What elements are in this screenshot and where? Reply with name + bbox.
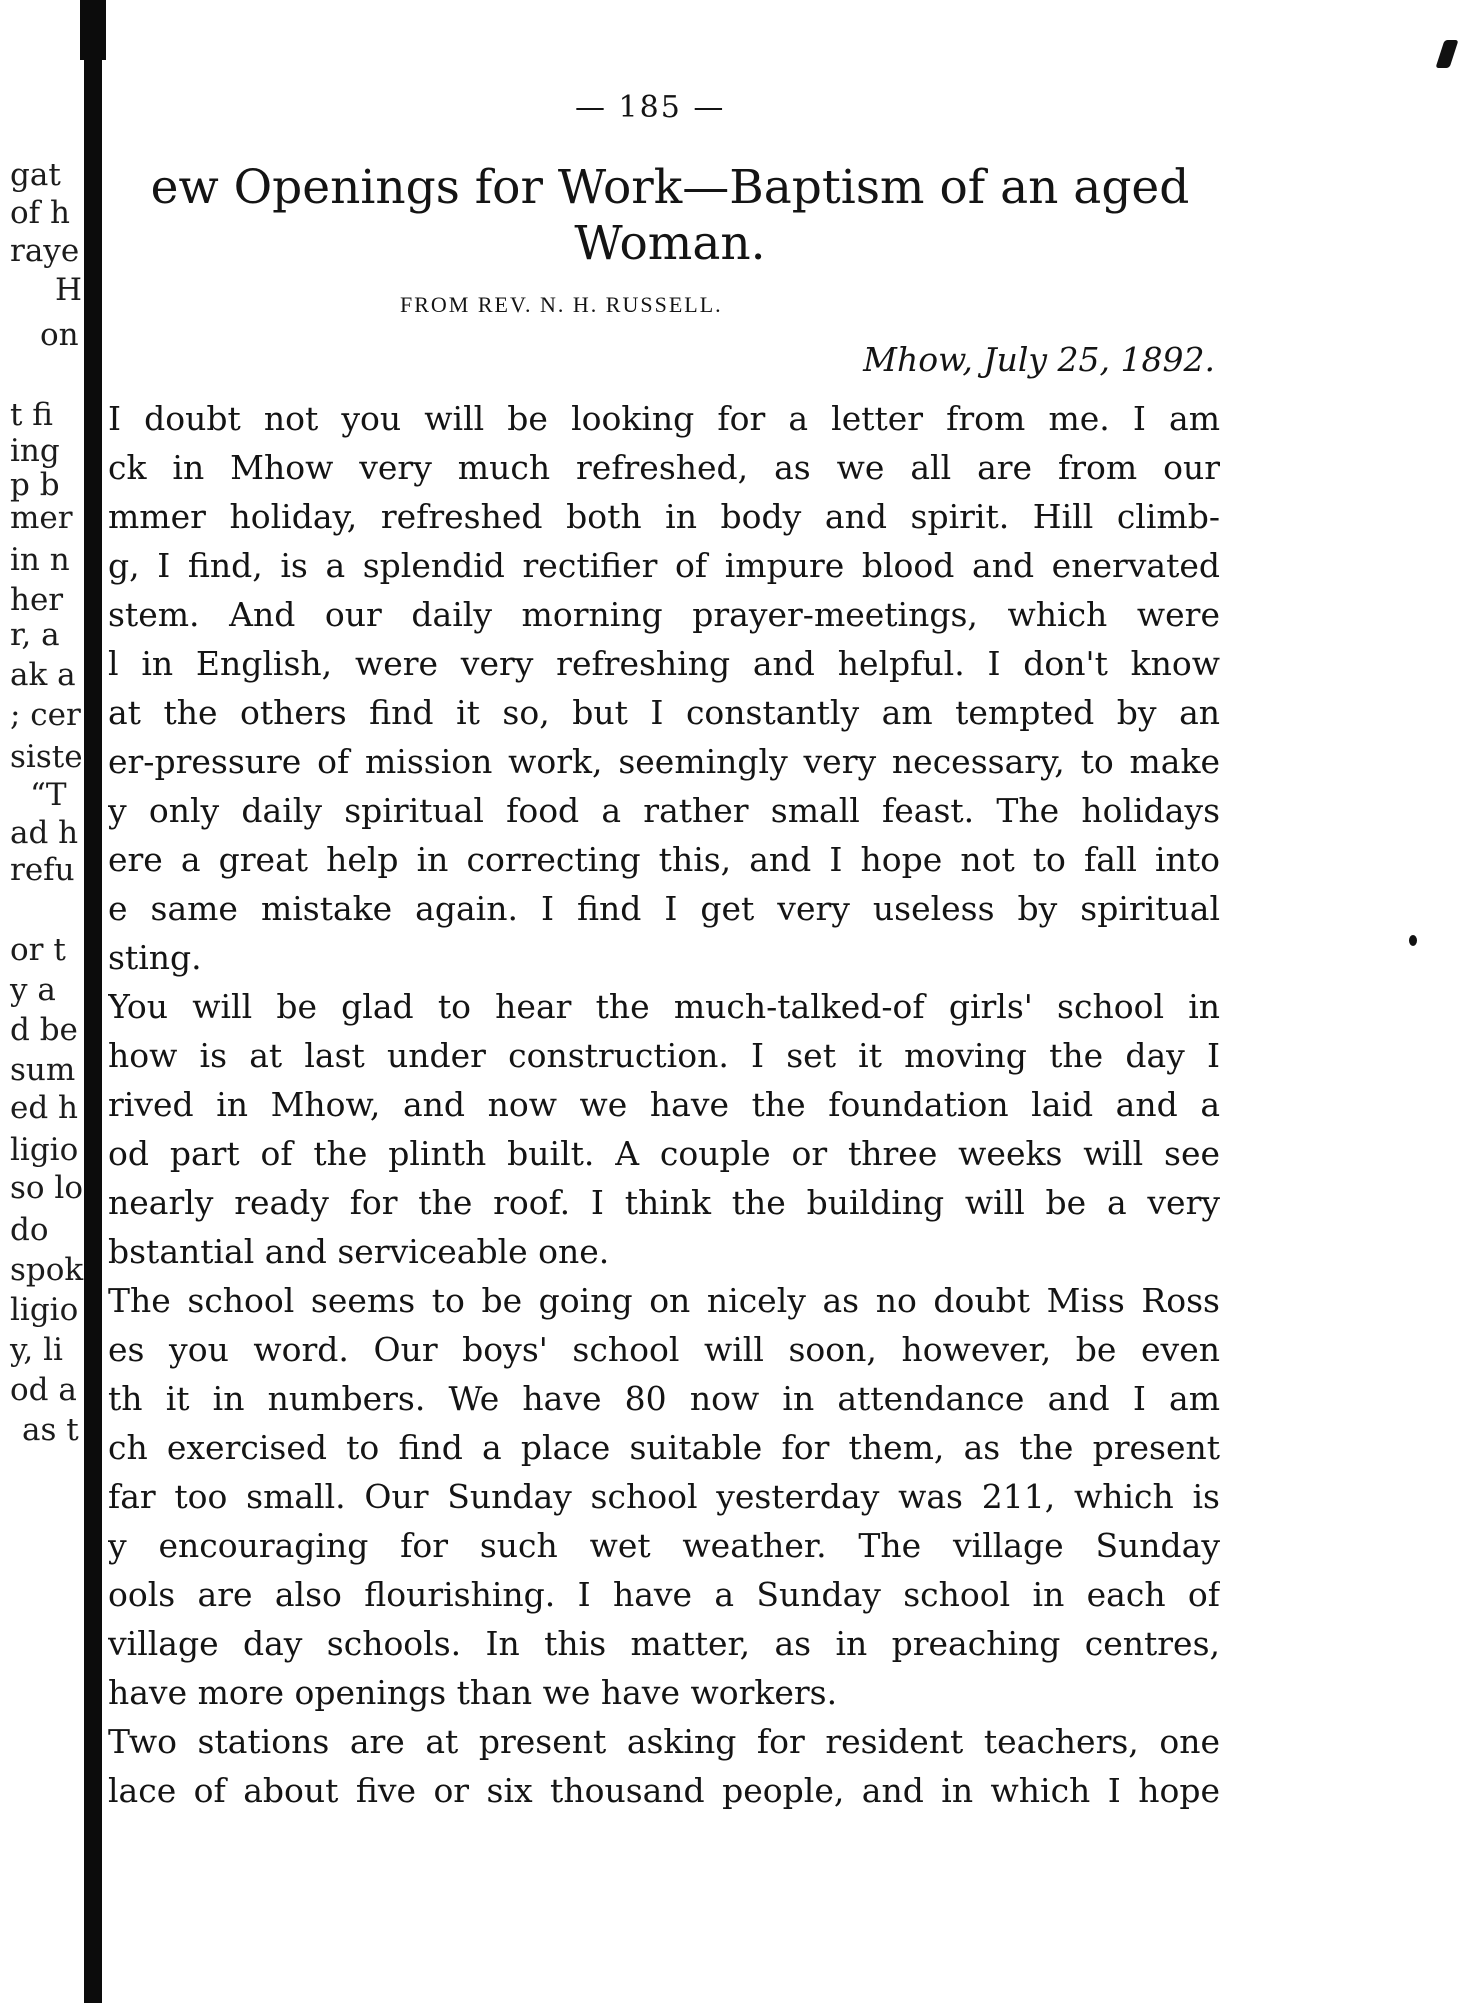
gutter-fragment: od a [10, 1372, 77, 1408]
text-line: I doubt not you will be looking for a letter from me. I am [108, 399, 1220, 438]
text-line: rived in Mhow, and now we have the foundation laid and a [108, 1085, 1220, 1124]
gutter-fragment: siste [10, 739, 83, 775]
ink-mark [1435, 40, 1458, 68]
text-line: g, I find, is a splendid rectifier of impure blood and enervated [108, 546, 1220, 585]
gutter-fragment: ; cer [10, 697, 81, 733]
gutter-fragment: on [40, 317, 79, 353]
gutter-fragment: or t [10, 932, 66, 968]
gutter-fragment: her [10, 582, 64, 618]
article-title [100, 160, 1240, 272]
gutter-fragment: ligio [10, 1292, 79, 1328]
gutter-fragment: ligio [10, 1132, 79, 1168]
text-line: how is at last under construction. I set it moving the day I [108, 1036, 1220, 1075]
text-line: nearly ready for the roof. I think the building will be a very [108, 1183, 1220, 1222]
gutter-fragment: gat [10, 157, 61, 193]
text-line: er-pressure of mission work, seemingly very necessary, to make [108, 742, 1220, 781]
text-line: od part of the plinth built. A couple or three weeks will see [108, 1134, 1220, 1173]
text-line: The school seems to be going on nicely as no doubt Miss Ross [108, 1281, 1220, 1320]
binding-edge [84, 0, 102, 2003]
text-line: at the others find it so, but I constantly am tempted by an [108, 693, 1220, 732]
text-line: bstantial and serviceable one. [108, 1232, 610, 1271]
gutter-fragment: p b [10, 467, 60, 503]
gutter-fragment: ad h [10, 815, 79, 851]
text-line: th it in numbers. We have 80 now in attendance and I am [108, 1379, 1220, 1418]
text-line: ools are also flourishing. I have a Sunday school in each of [108, 1575, 1220, 1614]
gutter-fragment: do [10, 1212, 49, 1248]
text-line: far too small. Our Sunday school yesterday was 211, which is [108, 1477, 1220, 1516]
page-number: — 185 — [575, 90, 726, 125]
gutter-fragment: in n [10, 542, 70, 578]
gutter-fragment: ed h [10, 1090, 79, 1126]
gutter-fragment: d be [10, 1012, 78, 1048]
text-line: Two stations are at present asking for resident teachers, one [108, 1722, 1220, 1761]
text-line: l in English, were very refreshing and helpful. I don't know [108, 644, 1220, 683]
gutter-fragment: mer [10, 500, 73, 536]
gutter-fragment: r, a [10, 617, 60, 653]
text-line: sting. [108, 938, 202, 977]
text-line: es you word. Our boys' school will soon, however, be even [108, 1330, 1220, 1369]
text-line: ck in Mhow very much refreshed, as we all are from our [108, 448, 1220, 487]
byline: FROM REV. N. H. RUSSELL. [400, 292, 723, 317]
gutter-fragment: y a [10, 972, 56, 1008]
gutter-fragment: spok [10, 1252, 84, 1288]
text-line: ere a great help in correcting this, and I hope not to fall into [108, 840, 1220, 879]
text-line: lace of about five or six thousand people, and in which I hope [108, 1771, 1220, 1810]
text-line: y only daily spiritual food a rather small feast. The holidays [108, 791, 1220, 830]
gutter-fragment: raye [10, 233, 80, 269]
text-line: ch exercised to find a place suitable for them, as the present [108, 1428, 1220, 1467]
gutter-fragment: ak a [10, 657, 76, 693]
text-line: mmer holiday, refreshed both in body and spirit. Hill climb- [108, 497, 1220, 536]
gutter-fragment: H [55, 272, 83, 308]
gutter-fragment: t fi [10, 397, 53, 433]
ink-speck [1409, 935, 1417, 946]
gutter-fragment: of h [10, 195, 70, 231]
gutter-fragment: as t [22, 1412, 79, 1448]
binding-edge-top [80, 0, 106, 60]
text-line: y encouraging for such wet weather. The village Sunday [108, 1526, 1220, 1565]
text-line: have more openings than we have workers. [108, 1673, 838, 1712]
text-line: village day schools. In this matter, as in preaching centres, [108, 1624, 1220, 1663]
letter-body [108, 394, 1220, 1815]
title-line-1: ew Openings for Work—Baptism of an aged [150, 160, 1190, 215]
gutter-fragment: refu [10, 852, 75, 888]
title-line-2: Woman. [574, 216, 766, 271]
gutter-fragment: so lo [10, 1170, 84, 1206]
dateline: Mhow, July 25, 1892. [863, 340, 1215, 379]
previous-page-gutter [0, 0, 95, 2003]
gutter-fragment: “T [30, 777, 67, 813]
text-line: You will be glad to hear the much-talked-of girls' school in [108, 987, 1220, 1026]
text-line: e same mistake again. I find I get very useless by spiritual [108, 889, 1220, 928]
text-line: stem. And our daily morning prayer-meetings, which were [108, 595, 1220, 634]
gutter-fragment: sum [10, 1052, 76, 1088]
gutter-fragment: ing [10, 433, 60, 469]
gutter-fragment: y, li [10, 1332, 63, 1368]
